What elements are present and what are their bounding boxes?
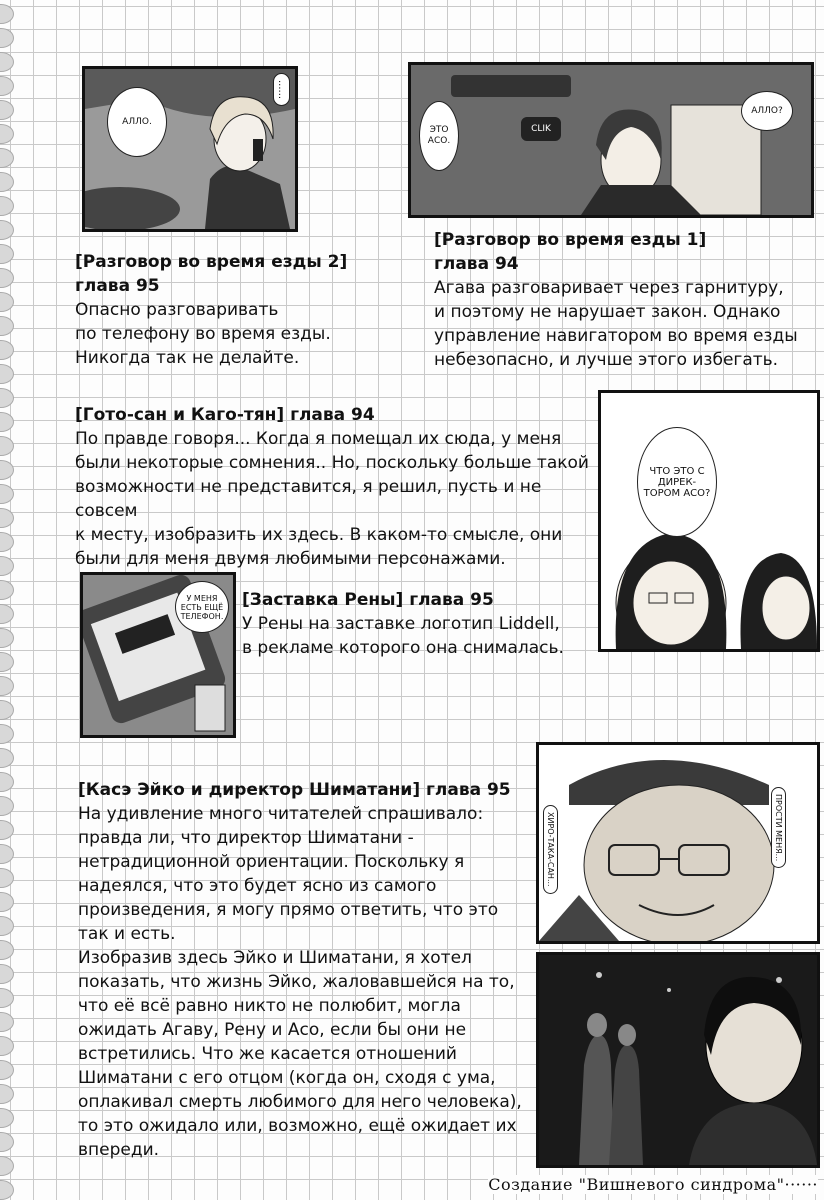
spiral-ring [0, 508, 14, 528]
spiral-ring [0, 892, 14, 912]
note-line: У Рены на заставке логотип Liddell, [242, 614, 560, 634]
note-heading: [Разговор во время езды 1] [434, 230, 707, 250]
panel-director-question [598, 390, 820, 652]
note-line: по телефону во время езды. [75, 324, 331, 344]
speech-bubble: ЭТО АСО. [419, 101, 459, 171]
note-line: встретились. Что же касается отношений [78, 1044, 457, 1064]
speech-bubble: ХИРО-ТАКА-САН... [543, 805, 558, 894]
note-heading: [Касэ Эйко и директор Шиматани] глава 95 [78, 780, 511, 800]
spiral-ring [0, 988, 14, 1008]
note-line: Агава разговаривает через гарнитуру, [434, 278, 784, 298]
night-scene-illustration [539, 955, 817, 1165]
panel-car-driver [408, 62, 814, 218]
spiral-ring [0, 340, 14, 360]
spiral-ring [0, 1060, 14, 1080]
spiral-ring [0, 844, 14, 864]
notebook-spiral [0, 0, 22, 1200]
spiral-ring [0, 964, 14, 984]
speech-bubble: АЛЛО? [741, 91, 793, 131]
note-line: что её всё равно никто не полюбит, могла [78, 996, 461, 1016]
note-line: оплакивал смерть любимого для него человека), [78, 1092, 522, 1112]
girls-illustration [601, 393, 817, 649]
note-line: возможности не представится, я решил, пусть и не совсем [75, 477, 542, 521]
note-heading: [Разговор во время езды 2] [75, 252, 348, 272]
note-rena-wallpaper [242, 588, 592, 660]
note-driving-1 [434, 228, 814, 372]
spiral-ring [0, 868, 14, 888]
spiral-ring [0, 628, 14, 648]
spiral-ring [0, 52, 14, 72]
note-line: впереди. [78, 1140, 160, 1160]
spiral-ring [0, 676, 14, 696]
spiral-ring [0, 724, 14, 744]
note-kase-shimatani [78, 778, 523, 1162]
note-chapter: глава 95 [75, 276, 160, 296]
panel-phone-screen [80, 572, 236, 738]
spiral-ring [0, 460, 14, 480]
spiral-ring [0, 316, 14, 336]
panel-night-girls [536, 952, 820, 1168]
note-line: так и есть. [78, 924, 176, 944]
spiral-ring [0, 220, 14, 240]
spiral-ring [0, 124, 14, 144]
spiral-ring [0, 1156, 14, 1176]
book-title-footer: Создание "Вишневого синдрома"······ [488, 1175, 818, 1194]
note-line: были для меня двумя любимыми персонажами. [75, 549, 506, 569]
spiral-ring [0, 76, 14, 96]
spiral-ring [0, 532, 14, 552]
spiral-ring [0, 100, 14, 120]
panel-crying-man [536, 742, 820, 944]
note-line: надеялся, что это будет ясно из самого [78, 876, 437, 896]
note-line: к месту, изобразить их здесь. В каком-то смысле, они [75, 525, 563, 545]
note-line: управление навигатором во время езды [434, 326, 798, 346]
speech-bubble: ПРОСТИ МЕНЯ... [771, 787, 786, 868]
spiral-ring [0, 1084, 14, 1104]
note-line: Никогда так не делайте. [75, 348, 300, 368]
spiral-ring [0, 820, 14, 840]
spiral-ring [0, 4, 14, 24]
spiral-ring [0, 268, 14, 288]
spiral-ring [0, 364, 14, 384]
note-line: Изобразив здесь Эйко и Шиматани, я хотел [78, 948, 472, 968]
sound-effect: CLIK [521, 117, 561, 141]
note-goto-kago [75, 403, 595, 571]
spiral-ring [0, 484, 14, 504]
note-line: нетрадиционной ориентации. Поскольку я [78, 852, 465, 872]
note-chapter: глава 94 [434, 254, 519, 274]
note-line: По правде говоря... Когда я помещал их сюда, у меня [75, 429, 562, 449]
spiral-ring [0, 916, 14, 936]
spiral-ring [0, 172, 14, 192]
spiral-ring [0, 28, 14, 48]
note-line: Опасно разговаривать [75, 300, 279, 320]
note-line: ожидать Агаву, Рену и Асо, если бы они не [78, 1020, 467, 1040]
note-line: правда ли, что директор Шиматани - [78, 828, 414, 848]
spiral-ring [0, 652, 14, 672]
note-line: На удивление много читателей спрашивало: [78, 804, 484, 824]
note-line: Шиматани с его отцом (когда он, сходя с ума, [78, 1068, 496, 1088]
spiral-ring [0, 556, 14, 576]
spiral-ring [0, 940, 14, 960]
speech-bubble: ЧТО ЭТО С ДИРЕК-ТОРОМ АСО? [637, 427, 717, 537]
spiral-ring [0, 580, 14, 600]
note-line: то это ожидало или, возможно, ещё ожидает их [78, 1116, 517, 1136]
spiral-ring [0, 412, 14, 432]
driver-illustration [411, 65, 811, 215]
spiral-ring [0, 196, 14, 216]
spiral-ring [0, 1012, 14, 1032]
panel-phone-woman [82, 66, 298, 232]
speech-bubble: ...... [273, 73, 290, 106]
spiral-ring [0, 772, 14, 792]
spiral-ring [0, 388, 14, 408]
spiral-ring [0, 604, 14, 624]
spiral-ring [0, 1036, 14, 1056]
note-heading: [Гото-сан и Каго-тян] глава 94 [75, 405, 375, 425]
spiral-ring [0, 1180, 14, 1200]
note-line: небезопасно, и лучше этого избегать. [434, 350, 779, 370]
speech-bubble: АЛЛО. [107, 87, 167, 157]
note-line: в рекламе которого она снималась. [242, 638, 564, 658]
note-line: произведения, я могу прямо ответить, что это [78, 900, 499, 920]
spiral-ring [0, 1108, 14, 1128]
note-driving-2 [75, 250, 405, 370]
note-heading: [Заставка Рены] глава 95 [242, 590, 494, 610]
spiral-ring [0, 436, 14, 456]
note-line: были некоторые сомнения.. Но, поскольку больше такой [75, 453, 589, 473]
spiral-ring [0, 244, 14, 264]
spiral-ring [0, 796, 14, 816]
speech-bubble: У МЕНЯ ЕСТЬ ЕЩЁ ТЕЛЕФОН. [175, 581, 229, 633]
spiral-ring [0, 148, 14, 168]
spiral-ring [0, 748, 14, 768]
woman-on-phone-illustration [85, 69, 295, 229]
spiral-ring [0, 1132, 14, 1152]
note-line: показать, что жизнь Эйко, жаловавшейся на то, [78, 972, 515, 992]
note-line: и поэтому не нарушает закон. Однако [434, 302, 781, 322]
spiral-ring [0, 292, 14, 312]
spiral-ring [0, 700, 14, 720]
